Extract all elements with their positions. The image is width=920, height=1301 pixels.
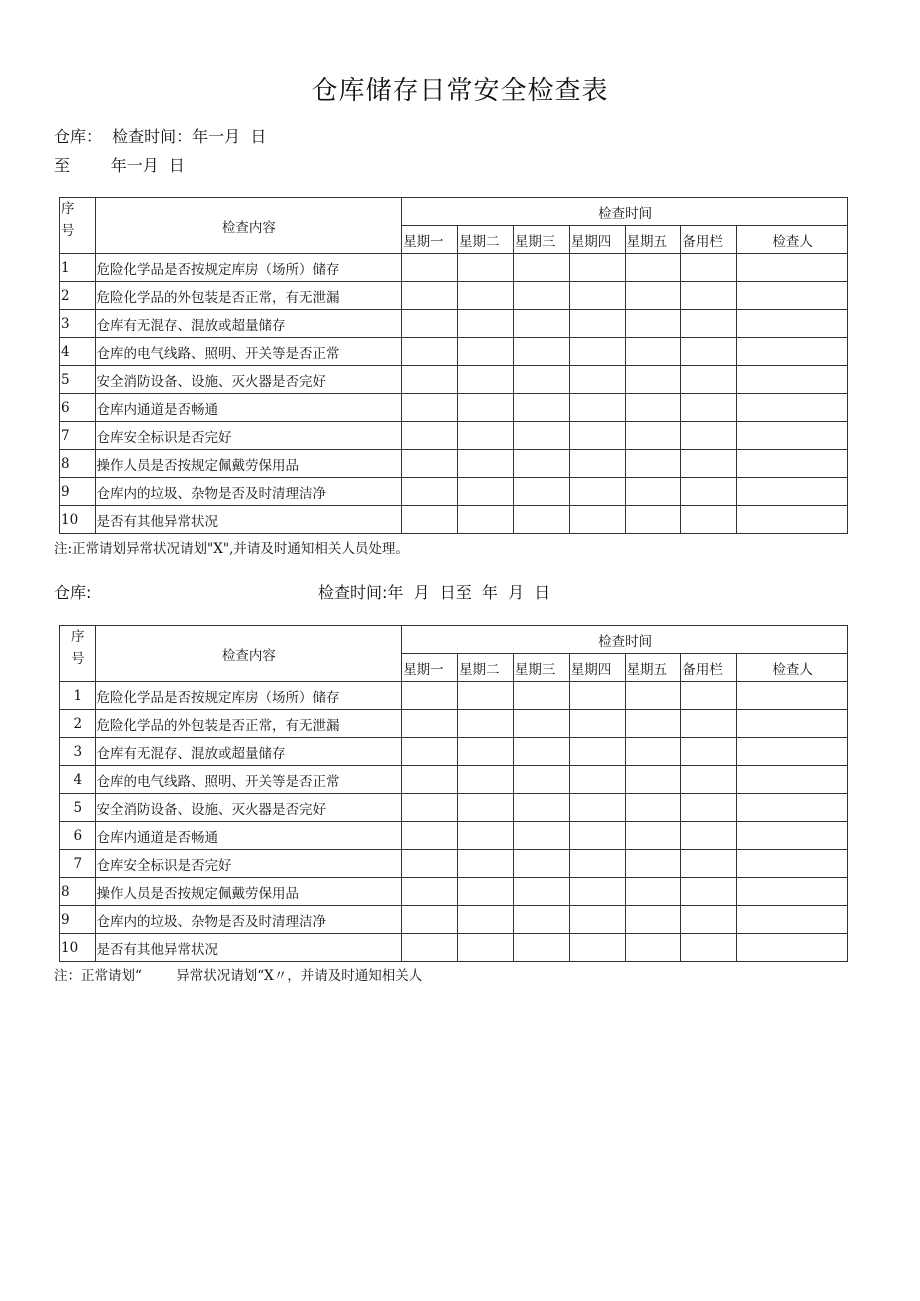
tue-cell[interactable] [458, 422, 514, 450]
inspector-cell[interactable] [737, 766, 848, 794]
tue-cell[interactable] [458, 282, 514, 310]
inspector-header: 检查人 [737, 654, 848, 682]
day-header-wed: 星期三 [513, 226, 569, 254]
thu-cell[interactable] [569, 254, 625, 282]
row-seq: 8 [60, 450, 96, 478]
row-seq: 9 [60, 906, 96, 934]
table-row [60, 282, 848, 310]
thu-cell[interactable] [569, 450, 625, 478]
tue-cell[interactable] [458, 394, 514, 422]
thu-cell[interactable] [569, 934, 625, 962]
spare-cell[interactable] [681, 310, 737, 338]
thu-cell[interactable] [569, 394, 625, 422]
tue-cell[interactable] [458, 906, 514, 934]
mon-cell[interactable] [402, 422, 458, 450]
row-seq: 2 [60, 710, 96, 738]
fri-cell[interactable] [625, 766, 681, 794]
mon-cell[interactable] [402, 478, 458, 506]
tue-cell[interactable] [458, 710, 514, 738]
mon-cell[interactable] [402, 394, 458, 422]
mon-cell[interactable] [402, 310, 458, 338]
row-seq: 7 [60, 850, 96, 878]
spare-cell[interactable] [681, 766, 737, 794]
fri-cell[interactable] [625, 450, 681, 478]
fri-cell[interactable] [625, 878, 681, 906]
wed-cell[interactable] [513, 394, 569, 422]
time-header: 检查时间 [402, 626, 848, 654]
inspector-cell[interactable] [737, 738, 848, 766]
thu-cell[interactable] [569, 478, 625, 506]
mon-cell[interactable] [402, 934, 458, 962]
table-row [60, 450, 848, 478]
spare-cell[interactable] [681, 822, 737, 850]
thu-cell[interactable] [569, 310, 625, 338]
spare-cell[interactable] [681, 394, 737, 422]
inspector-cell[interactable] [737, 794, 848, 822]
row-seq: 1 [60, 254, 96, 282]
spare-header: 备用栏 [681, 226, 737, 254]
row-seq: 3 [60, 310, 96, 338]
tue-cell[interactable] [458, 878, 514, 906]
row-check-item: 仓库安全标识是否完好 [95, 422, 402, 450]
wed-cell[interactable] [513, 850, 569, 878]
table-row [60, 878, 848, 906]
spare-cell[interactable] [681, 338, 737, 366]
day-header-fri: 星期五 [625, 654, 681, 682]
wed-cell[interactable] [513, 934, 569, 962]
mon-cell[interactable] [402, 794, 458, 822]
tue-cell[interactable] [458, 450, 514, 478]
fri-cell[interactable] [625, 794, 681, 822]
row-seq: 8 [60, 878, 96, 906]
inspector-cell[interactable] [737, 682, 848, 710]
row-check-item: 仓库内通道是否畅通 [95, 822, 402, 850]
wed-cell[interactable] [513, 254, 569, 282]
row-seq: 10 [60, 506, 96, 534]
seq-header [60, 626, 96, 682]
wed-cell[interactable] [513, 506, 569, 534]
item-header: 检查内容 [95, 626, 402, 682]
spare-cell[interactable] [681, 254, 737, 282]
item-header: 检查内容 [95, 198, 402, 254]
wed-cell[interactable] [513, 738, 569, 766]
fri-cell[interactable] [625, 422, 681, 450]
inspector-header: 检查人 [737, 226, 848, 254]
tue-cell[interactable] [458, 338, 514, 366]
thu-cell[interactable] [569, 822, 625, 850]
day-header-thu: 星期四 [569, 654, 625, 682]
row-seq: 9 [60, 478, 96, 506]
inspection-table-1 [59, 197, 848, 534]
row-check-item: 安全消防设备、设施、灭火器是否完好 [95, 366, 402, 394]
day-header-tue: 星期二 [458, 226, 514, 254]
wed-cell[interactable] [513, 878, 569, 906]
section2-note: 注：正常请划“ 异常状况请划“X〃，并请及时通知相关人 [54, 968, 423, 984]
section2-time-label: 检查时间:年 月 日至 年 月 日 [318, 583, 551, 602]
table-row [60, 338, 848, 366]
tue-cell[interactable] [458, 794, 514, 822]
row-check-item: 仓库内的垃圾、杂物是否及时清理洁净 [95, 478, 402, 506]
thu-cell[interactable] [569, 766, 625, 794]
thu-cell[interactable] [569, 282, 625, 310]
wed-cell[interactable] [513, 822, 569, 850]
tue-cell[interactable] [458, 478, 514, 506]
wed-cell[interactable] [513, 450, 569, 478]
mon-cell[interactable] [402, 282, 458, 310]
wed-cell[interactable] [513, 906, 569, 934]
mon-cell[interactable] [402, 254, 458, 282]
spare-cell[interactable] [681, 478, 737, 506]
fri-cell[interactable] [625, 850, 681, 878]
spare-cell[interactable] [681, 878, 737, 906]
seq-header-char-1: 序 号 [61, 201, 75, 239]
spare-cell[interactable] [681, 682, 737, 710]
tue-cell[interactable] [458, 850, 514, 878]
inspector-cell[interactable] [737, 822, 848, 850]
fri-cell[interactable] [625, 394, 681, 422]
wed-cell[interactable] [513, 682, 569, 710]
inspector-cell[interactable] [737, 310, 848, 338]
inspector-cell[interactable] [737, 338, 848, 366]
fri-cell[interactable] [625, 906, 681, 934]
spare-cell[interactable] [681, 506, 737, 534]
spare-cell[interactable] [681, 906, 737, 934]
table-row [60, 850, 848, 878]
thu-cell[interactable] [569, 506, 625, 534]
thu-cell[interactable] [569, 682, 625, 710]
table-row [60, 366, 848, 394]
wed-cell[interactable] [513, 366, 569, 394]
wed-cell[interactable] [513, 710, 569, 738]
table-row [60, 738, 848, 766]
tue-cell[interactable] [458, 934, 514, 962]
mon-cell[interactable] [402, 710, 458, 738]
spare-cell[interactable] [681, 710, 737, 738]
table-row [60, 682, 848, 710]
thu-cell[interactable] [569, 878, 625, 906]
table-row [60, 422, 848, 450]
row-check-item: 仓库内通道是否畅通 [95, 394, 402, 422]
tue-cell[interactable] [458, 682, 514, 710]
inspection-table-2 [59, 625, 848, 962]
inspector-cell[interactable] [737, 450, 848, 478]
table-row [60, 310, 848, 338]
table-row [60, 934, 848, 962]
inspector-cell[interactable] [737, 850, 848, 878]
spare-header: 备用栏 [681, 654, 737, 682]
mon-cell[interactable] [402, 338, 458, 366]
row-seq: 6 [60, 822, 96, 850]
inspector-cell[interactable] [737, 478, 848, 506]
row-seq: 4 [60, 338, 96, 366]
day-header-thu: 星期四 [569, 226, 625, 254]
row-check-item: 仓库的电气线路、照明、开关等是否正常 [95, 766, 402, 794]
row-check-item: 危险化学品是否按规定库房（场所）储存 [95, 682, 402, 710]
row-check-item: 仓库有无混存、混放或超量储存 [95, 738, 402, 766]
row-check-item: 仓库内的垃圾、杂物是否及时清理洁净 [95, 906, 402, 934]
seq-header [60, 198, 96, 254]
section2-warehouse-label: 仓库: [54, 583, 92, 602]
wed-cell[interactable] [513, 766, 569, 794]
spare-cell[interactable] [681, 934, 737, 962]
day-header-mon: 星期一 [402, 226, 458, 254]
fri-cell[interactable] [625, 282, 681, 310]
table-row [60, 906, 848, 934]
fri-cell[interactable] [625, 822, 681, 850]
spare-cell[interactable] [681, 366, 737, 394]
fri-cell[interactable] [625, 310, 681, 338]
section1-warehouse-time-line: 仓库： 检查时间：年一月 日 [54, 127, 267, 146]
mon-cell[interactable] [402, 906, 458, 934]
row-seq: 10 [60, 934, 96, 962]
mon-cell[interactable] [402, 878, 458, 906]
page-title: 仓库储存日常安全检查表 [311, 76, 609, 106]
fri-cell[interactable] [625, 738, 681, 766]
thu-cell[interactable] [569, 422, 625, 450]
inspector-cell[interactable] [737, 878, 848, 906]
wed-cell[interactable] [513, 282, 569, 310]
row-check-item: 仓库的电气线路、照明、开关等是否正常 [95, 338, 402, 366]
seq-header-char-1: 序 号 [71, 629, 85, 667]
row-check-item: 操作人员是否按规定佩戴劳保用品 [95, 450, 402, 478]
mon-cell[interactable] [402, 822, 458, 850]
inspector-cell[interactable] [737, 506, 848, 534]
table-row [60, 506, 848, 534]
day-header-fri: 星期五 [625, 226, 681, 254]
fri-cell[interactable] [625, 338, 681, 366]
spare-cell[interactable] [681, 794, 737, 822]
table-body [60, 682, 848, 962]
time-header: 检查时间 [402, 198, 848, 226]
inspector-cell[interactable] [737, 422, 848, 450]
spare-cell[interactable] [681, 422, 737, 450]
thu-cell[interactable] [569, 338, 625, 366]
row-seq: 7 [60, 422, 96, 450]
row-check-item: 危险化学品的外包装是否正常，有无泄漏 [95, 282, 402, 310]
row-seq: 3 [60, 738, 96, 766]
table-row [60, 822, 848, 850]
table-row [60, 254, 848, 282]
inspector-cell[interactable] [737, 906, 848, 934]
thu-cell[interactable] [569, 906, 625, 934]
thu-cell[interactable] [569, 366, 625, 394]
mon-cell[interactable] [402, 506, 458, 534]
wed-cell[interactable] [513, 338, 569, 366]
section1-date-range-line: 至 年一月 日 [54, 156, 185, 175]
day-header-tue: 星期二 [458, 654, 514, 682]
table-row [60, 478, 848, 506]
inspector-cell[interactable] [737, 394, 848, 422]
inspector-cell[interactable] [737, 934, 848, 962]
fri-cell[interactable] [625, 478, 681, 506]
wed-cell[interactable] [513, 422, 569, 450]
fri-cell[interactable] [625, 682, 681, 710]
row-seq: 5 [60, 794, 96, 822]
row-check-item: 操作人员是否按规定佩戴劳保用品 [95, 878, 402, 906]
row-check-item: 是否有其他异常状况 [95, 506, 402, 534]
wed-cell[interactable] [513, 310, 569, 338]
row-check-item: 安全消防设备、设施、灭火器是否完好 [95, 794, 402, 822]
tue-cell[interactable] [458, 310, 514, 338]
table-row [60, 794, 848, 822]
fri-cell[interactable] [625, 254, 681, 282]
fri-cell[interactable] [625, 934, 681, 962]
inspector-cell[interactable] [737, 710, 848, 738]
table-row [60, 710, 848, 738]
tue-cell[interactable] [458, 254, 514, 282]
row-seq: 1 [60, 682, 96, 710]
mon-cell[interactable] [402, 766, 458, 794]
thu-cell[interactable] [569, 794, 625, 822]
inspector-cell[interactable] [737, 282, 848, 310]
wed-cell[interactable] [513, 478, 569, 506]
mon-cell[interactable] [402, 366, 458, 394]
inspector-cell[interactable] [737, 366, 848, 394]
tue-cell[interactable] [458, 738, 514, 766]
day-header-wed: 星期三 [513, 654, 569, 682]
tue-cell[interactable] [458, 766, 514, 794]
fri-cell[interactable] [625, 710, 681, 738]
row-check-item: 危险化学品的外包装是否正常，有无泄漏 [95, 710, 402, 738]
mon-cell[interactable] [402, 682, 458, 710]
spare-cell[interactable] [681, 282, 737, 310]
tue-cell[interactable] [458, 506, 514, 534]
section1-note: 注:正常请划异常状况请划"X",并请及时通知相关人员处理。 [54, 541, 409, 557]
mon-cell[interactable] [402, 738, 458, 766]
day-header-mon: 星期一 [402, 654, 458, 682]
thu-cell[interactable] [569, 850, 625, 878]
row-seq: 2 [60, 282, 96, 310]
row-check-item: 危险化学品是否按规定库房（场所）储存 [95, 254, 402, 282]
fri-cell[interactable] [625, 366, 681, 394]
wed-cell[interactable] [513, 794, 569, 822]
inspector-cell[interactable] [737, 254, 848, 282]
mon-cell[interactable] [402, 450, 458, 478]
table-body [60, 254, 848, 534]
thu-cell[interactable] [569, 738, 625, 766]
mon-cell[interactable] [402, 850, 458, 878]
row-check-item: 是否有其他异常状况 [95, 934, 402, 962]
tue-cell[interactable] [458, 822, 514, 850]
row-check-item: 仓库安全标识是否完好 [95, 850, 402, 878]
spare-cell[interactable] [681, 450, 737, 478]
table-row [60, 766, 848, 794]
row-seq: 5 [60, 366, 96, 394]
tue-cell[interactable] [458, 366, 514, 394]
fri-cell[interactable] [625, 506, 681, 534]
spare-cell[interactable] [681, 850, 737, 878]
row-seq: 6 [60, 394, 96, 422]
spare-cell[interactable] [681, 738, 737, 766]
thu-cell[interactable] [569, 710, 625, 738]
row-check-item: 仓库有无混存、混放或超量储存 [95, 310, 402, 338]
row-seq: 4 [60, 766, 96, 794]
table-row [60, 394, 848, 422]
